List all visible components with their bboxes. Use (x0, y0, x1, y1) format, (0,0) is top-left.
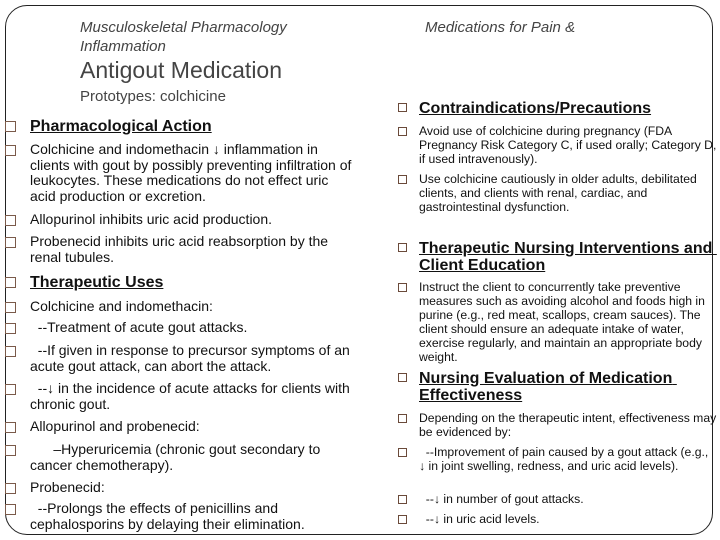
square-bullet-icon (5, 384, 16, 395)
bullet-item (392, 445, 717, 473)
bullet-item (392, 492, 717, 506)
item-text: --↓ in the incidence of acute attacks for clients with chronic gout. (30, 380, 354, 412)
heading-text: Therapeutic Nursing Interventions and Client Education (419, 240, 717, 274)
item-text: --Improvement of pain caused by a gout attack (e.g., ↓ in joint swelling, redness, and uric acid levels). (419, 445, 712, 473)
bullet-item (0, 343, 352, 374)
page-title: Antigout Medication (80, 57, 283, 83)
item-text: --Prolongs the effects of penicillins and cephalosporins by delaying their elimination. (30, 500, 305, 532)
item-text: Colchicine and indomethacin: (30, 298, 213, 314)
square-bullet-icon (398, 243, 407, 252)
square-bullet-icon (5, 277, 16, 288)
course-title-line2: Inflammation (80, 38, 166, 55)
square-bullet-icon (5, 323, 16, 334)
square-bullet-icon (398, 127, 407, 136)
course-title-line1: Musculoskeletal Pharmacology (80, 19, 287, 36)
square-bullet-icon (5, 483, 16, 494)
square-bullet-icon (5, 237, 16, 248)
heading-text: Pharmacological Action (30, 118, 212, 135)
item-text: Colchicine and indomethacin ↓ inflammation in clients with gout by possibly preventing infiltration of leukocytes. These medications do not effect uric acid production or excretion. (30, 141, 356, 204)
heading-text: Contraindications/Precautions (419, 100, 652, 117)
bullet-item (0, 212, 352, 228)
course-title-right: Medications for Pain & (425, 19, 576, 36)
bullet-item (392, 411, 720, 439)
bullet-item (0, 480, 352, 496)
bullet-item (0, 234, 352, 265)
item-text: Allopurinol inhibits uric acid production. (30, 211, 273, 227)
bullet-item (0, 419, 352, 435)
item-text: --↓ in number of gout attacks. (419, 492, 584, 506)
item-text: --↓ in uric acid levels. (419, 512, 540, 526)
square-bullet-icon (398, 414, 407, 423)
item-text: Use colchicine cautiously in older adults, debilitated clients, and clients with renal, cardiac, and gastrointestinal dysfunction. (419, 172, 701, 214)
square-bullet-icon (398, 515, 407, 524)
square-bullet-icon (398, 283, 407, 292)
square-bullet-icon (5, 121, 16, 132)
square-bullet-icon (398, 448, 407, 457)
section-heading (392, 100, 717, 117)
item-text: –Hyperuricemia (chronic gout secondary to cancer chemotherapy). (30, 441, 325, 473)
item-text: Avoid use of colchicine during pregnancy (FDA Pregnancy Risk Category C, if used orally; Category D, if used intravenously). (419, 124, 720, 166)
square-bullet-icon (5, 215, 16, 226)
section-heading (392, 370, 717, 404)
square-bullet-icon (5, 422, 16, 433)
bullet-item (392, 172, 717, 214)
bullet-item (0, 299, 352, 315)
bullet-item (0, 501, 352, 532)
section-heading (0, 274, 352, 291)
item-text: Probenecid: (30, 479, 105, 495)
item-text: Probenecid inhibits uric acid reabsorption by the renal tubules. (30, 233, 332, 265)
section-heading (392, 240, 717, 274)
square-bullet-icon (398, 103, 407, 112)
square-bullet-icon (5, 145, 16, 156)
item-text: --Treatment of acute gout attacks. (30, 319, 248, 335)
bullet-item (0, 442, 352, 473)
heading-text: Nursing Evaluation of Medication Effectiveness (419, 370, 677, 404)
square-bullet-icon (5, 346, 16, 357)
bullet-item (0, 141, 356, 204)
square-bullet-icon (5, 302, 16, 313)
bullet-item (392, 280, 717, 364)
item-text: Depending on the therapeutic intent, effectiveness may be evidenced by: (419, 411, 720, 439)
item-text: Instruct the client to concurrently take preventive measures such as avoiding alcohol and foods high in purine (e.g., red meat, scallops, cream sauces). The client should ensure an adequate intake of water, exercise regularly, and maintain an appropriate body weight. (419, 280, 709, 364)
heading-text: Therapeutic Uses (30, 274, 164, 291)
item-text: Allopurinol and probenecid: (30, 418, 200, 434)
bullet-item (392, 124, 720, 166)
prototypes-subtitle: Prototypes: colchicine (80, 88, 226, 105)
square-bullet-icon (398, 495, 407, 504)
bullet-item (392, 512, 717, 526)
square-bullet-icon (5, 504, 16, 515)
section-heading (0, 118, 352, 135)
bullet-item (0, 381, 352, 412)
square-bullet-icon (398, 373, 407, 382)
square-bullet-icon (5, 445, 16, 456)
item-text: --If given in response to precursor symptoms of an acute gout attack, can abort the attack. (30, 342, 354, 374)
square-bullet-icon (398, 175, 407, 184)
bullet-item (0, 320, 352, 336)
